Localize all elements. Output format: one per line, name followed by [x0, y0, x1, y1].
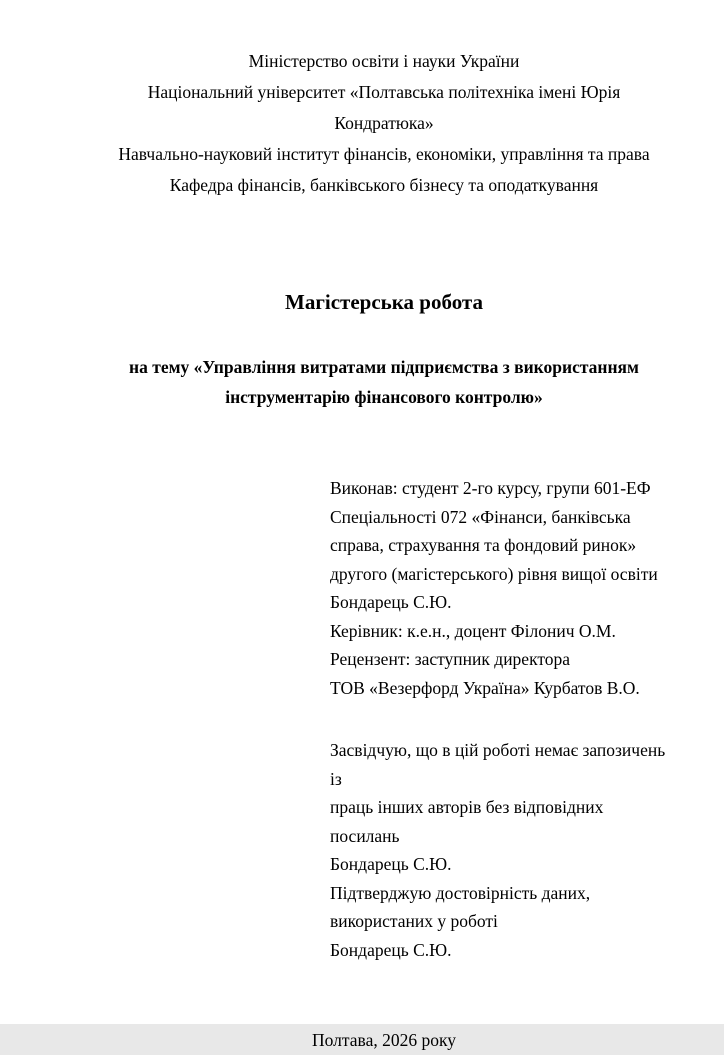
credits-supervisor-line: Керівник: к.е.н., доцент Філонич О.М. — [330, 620, 616, 641]
declaration-line-3: Підтверджую достовірність даних, — [330, 882, 591, 903]
credits-reviewer-line-1: Рецензент: заступник директора — [330, 649, 571, 669]
credits-student-name: Бондарець С.Ю. — [330, 592, 452, 612]
institute-line: Навчально-науковий інститут фінансів, економіки, управління та права — [118, 144, 650, 164]
thesis-topic — [100, 352, 668, 412]
declaration-signature-1: Бондарець С.Ю. — [330, 854, 452, 874]
credits-specialty-line-1: Спеціальності 072 «Фінанси, банківська — [330, 506, 631, 527]
declaration-line-1: Засвідчую, що в цій роботі немає запозичень із — [330, 740, 666, 789]
declaration-block — [330, 736, 668, 964]
ministry-line: Міністерство освіти і науки України — [248, 51, 520, 71]
credits-block — [330, 474, 668, 702]
department-line: Кафедра фінансів, банківського бізнесу та оподаткування — [169, 175, 599, 195]
topic-line-1: на тему «Управління витратами підприємства з використанням — [129, 357, 639, 377]
credits-degree-line: другого (магістерського) рівня вищої освіти — [330, 563, 658, 584]
declaration-line-4: використаних у роботі — [330, 911, 498, 931]
thesis-title: Магістерська робота — [285, 290, 483, 314]
credits-performer-line: Виконав: студент 2-го курсу, групи 601-ЕФ — [330, 478, 651, 498]
declaration-line-2: праць інших авторів без відповідних посилань — [330, 797, 604, 846]
institution-header — [100, 46, 668, 201]
university-line: Національний університет «Полтавська політехніка імені Юрія Кондратюка» — [147, 82, 621, 133]
credits-reviewer-line-2: ТОВ «Везерфорд Україна» Курбатов В.О. — [330, 677, 640, 698]
credits-specialty-line-2: справа, страхування та фондовий ринок» — [330, 535, 637, 555]
place-year-line: Полтава, 2026 року — [312, 1030, 456, 1050]
topic-line-2: інструментарію фінансового контролю» — [225, 387, 543, 407]
declaration-signature-2: Бондарець С.Ю. — [330, 939, 452, 960]
